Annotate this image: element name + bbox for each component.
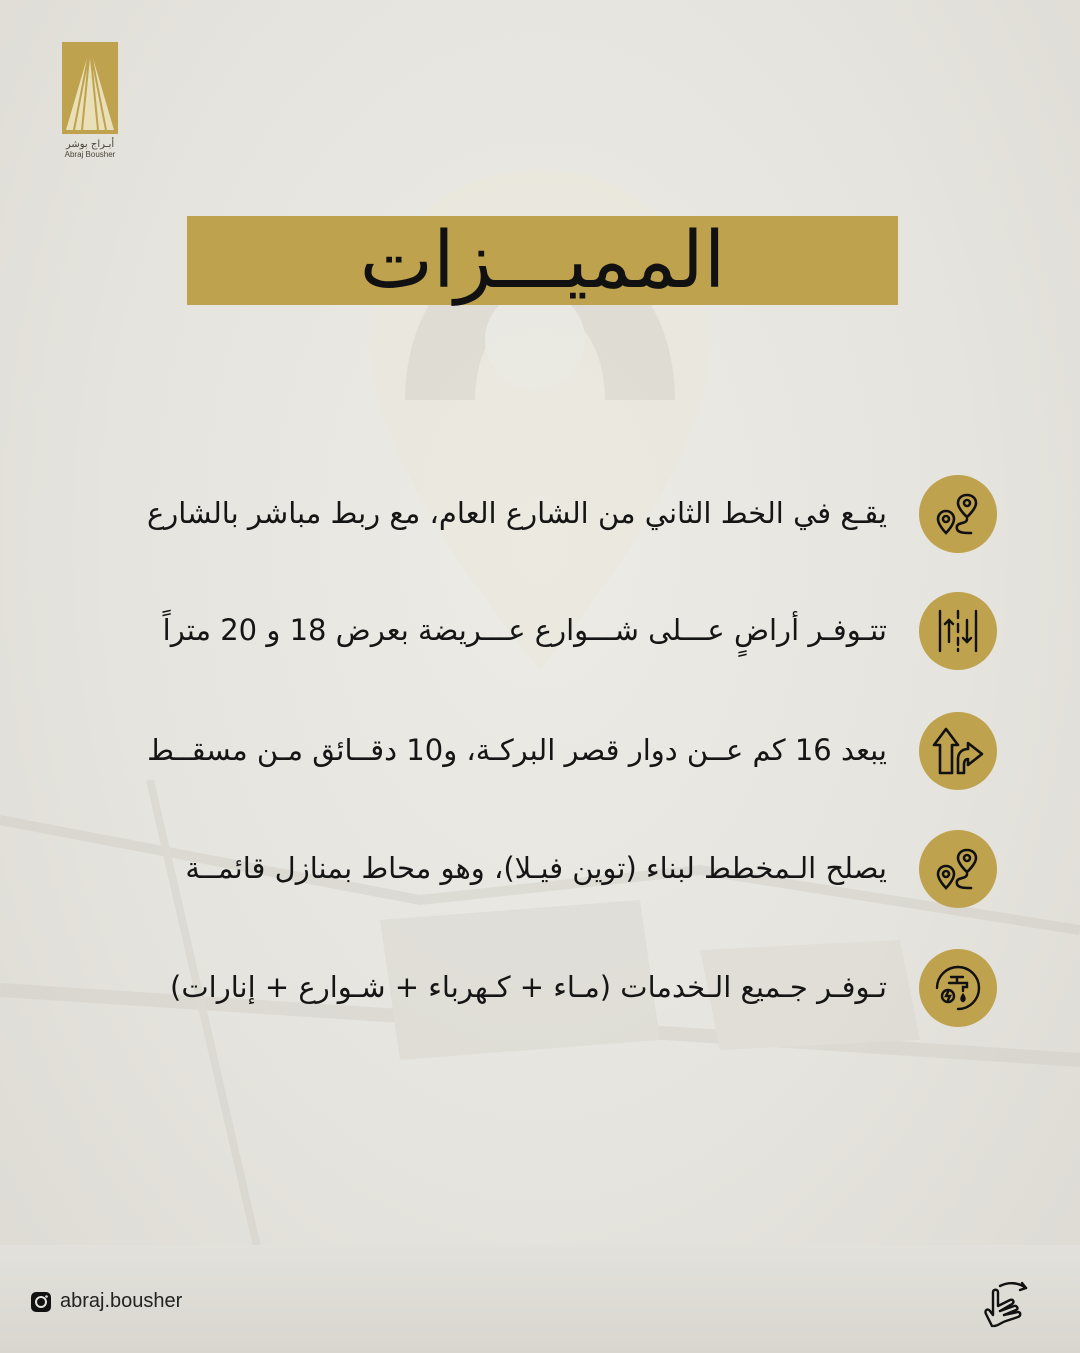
instagram-handle-text: abraj.bousher: [60, 1290, 183, 1312]
brand-logo: [50, 40, 130, 159]
feature-text: تـوفـر جـميع الـخدمات (مـاء + كـهرباء + شـوارع + إنارات): [170, 970, 887, 1004]
route-pin-icon: [919, 475, 997, 553]
feature-item: [60, 830, 1005, 910]
feature-item: [60, 475, 1005, 555]
feature-text: تتـوفـر أراضٍ عـــلى شـــوارع عـــريضة بعرض 18 و 20 متراً: [162, 613, 887, 647]
direction-arrows-icon: [919, 712, 997, 790]
route-pin-icon: [919, 830, 997, 908]
utilities-icon: [919, 949, 997, 1027]
feature-item: [60, 592, 1005, 672]
title-banner: [187, 216, 898, 305]
towers-logo-icon: [60, 40, 120, 136]
feature-item: [60, 712, 1005, 792]
instagram-handle[interactable]: [30, 1290, 182, 1313]
page-title: المميـــزات: [359, 215, 726, 306]
feature-text: يصلح الـمخطط لبناء (توين فيـلا)، وهو محاط بمنازل قائمــة: [185, 851, 887, 885]
feature-item: [60, 949, 1005, 1029]
brand-name-arabic: أبـراج بوشر: [65, 139, 115, 150]
feature-text: يبعد 16 كم عــن دوار قصر البركـة، و10 دقــائق مـن مسقــط: [147, 733, 887, 767]
instagram-icon: [30, 1291, 52, 1313]
feature-text: يقـع في الخط الثاني من الشارع العام، مع ربط مباشر بالشارع: [146, 496, 887, 530]
swipe-hand-icon: [978, 1280, 1034, 1330]
brand-name-english: Abraj Bousher: [64, 150, 116, 159]
road-lanes-icon: [919, 592, 997, 670]
